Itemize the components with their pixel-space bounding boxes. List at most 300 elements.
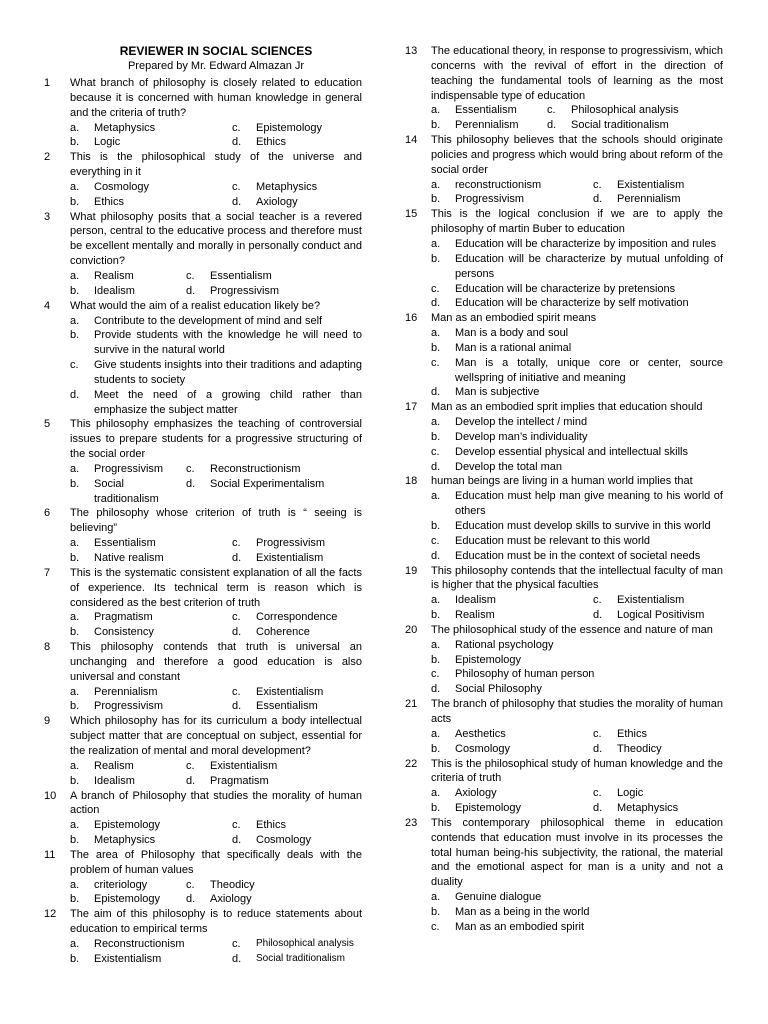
answer-option [70,195,232,210]
answer-option [431,801,593,816]
option-text: Man is subjective [455,386,540,399]
question-stem: The branch of philosophy that studies the morality of human acts [431,698,723,725]
option-text: reconstructionism [455,178,542,191]
option-text: Give students insights into their traditions and adapting students to society [94,359,362,386]
option-letter: c. [232,685,241,698]
option-text: Metaphysics [256,180,318,193]
answer-row [70,610,362,625]
option-letter: c. [186,269,195,282]
answer-option [431,252,723,282]
option-text: Metaphysics [94,834,156,847]
option-text: Pragmatism [94,611,153,624]
option-letter: b. [70,774,80,787]
answer-option [593,727,647,742]
question-stem: This philosophy contends that truth is universal an unchanging and therefore a good education is also universal and constant [70,641,362,683]
option-text: Develop the intellect / mind [455,416,588,429]
answer-option [186,774,269,789]
question-stem: A branch of Philosophy that studies the morality of human action [70,789,362,817]
answer-option [70,551,232,566]
question-number: 17 [405,401,418,414]
option-text: Develop the total man [455,460,563,473]
option-text: Social traditionalism [256,952,345,964]
answer-row [70,685,362,700]
answer-row [70,462,362,477]
answer-option [431,445,723,460]
question-item [44,150,362,209]
option-letter: b. [70,834,80,847]
answer-option [70,759,186,774]
option-text: Education must be in the context of societal needs [455,549,701,562]
question-item [405,623,723,697]
question-number: 10 [44,789,57,802]
question-item [405,44,723,133]
answer-option [70,833,232,848]
right-column [405,0,723,935]
option-text: Essentialism [455,104,517,117]
option-letter: d. [431,297,441,310]
option-letter: c. [431,445,440,458]
option-text: Epistemology [94,893,161,906]
answer-option [186,892,252,907]
answer-option [232,625,310,640]
answer-option [431,905,723,920]
option-text: Logic [617,787,644,800]
question-stem: The philosophical study of the essence and nature of man [431,623,713,636]
option-letter: a. [431,237,441,250]
question-item [44,210,362,299]
option-letter: a. [70,180,80,193]
question-number: 12 [44,908,57,921]
option-letter: a. [70,819,80,832]
answer-option [547,118,669,133]
answer-option [232,685,323,700]
answer-option [431,920,723,935]
option-letter: d. [232,552,242,564]
question-item [405,311,723,400]
option-text: Realism [455,609,495,622]
question-list-right [405,44,723,935]
option-text: Idealism [94,284,135,297]
option-letter: d. [232,195,242,208]
answer-row [70,625,362,640]
answer-option [70,937,232,952]
question-number: 20 [405,623,418,636]
answer-row [70,180,362,195]
option-text: Realism [94,269,134,282]
option-letter: a. [70,878,80,891]
option-text: Contribute to the development of mind and self [94,314,323,327]
answer-option [70,477,186,507]
answer-option [232,818,286,833]
answer-option [431,118,547,133]
question-number: 5 [44,418,51,431]
option-text: Progressivism [94,700,164,713]
option-letter: b. [431,252,441,265]
answer-row [431,192,723,207]
option-letter: c. [232,180,241,193]
question-stem: What branch of philosophy is closely related to education because it is concerned with human knowledge in general and the criteria of truth? [70,77,362,119]
answer-option [70,536,232,551]
answer-option [431,178,593,193]
option-letter: c. [232,537,241,550]
answer-option [431,296,723,311]
question-stem: This philosophy emphasizes the teaching of controversial issues to prepare students for a progressive structuring of the social order [70,418,362,461]
option-letter: a. [431,490,441,503]
answer-option [431,682,723,697]
option-text: Axiology [210,893,252,906]
question-number: 6 [44,507,51,520]
option-text: Perennialism [94,685,158,698]
option-letter: a. [70,685,80,698]
answer-option [593,178,684,193]
option-letter: c. [431,534,440,547]
answer-option [232,551,323,566]
option-text: Metaphysics [617,802,679,815]
question-number: 9 [44,715,51,728]
option-letter: b. [70,626,80,639]
answer-row [70,536,362,551]
answer-option [593,192,681,207]
option-letter: c. [593,727,602,740]
answer-option [232,937,354,952]
option-letter: d. [186,477,196,490]
option-text: Philosophical analysis [571,104,679,117]
option-text: Progressivism [94,462,164,475]
option-letter: a. [431,416,441,429]
answer-option [70,388,362,418]
option-letter: c. [186,759,195,772]
option-letter: c. [593,594,602,607]
answer-option [431,460,723,475]
option-letter: c. [232,819,241,832]
answer-row [70,121,362,136]
option-text: Existentialism [617,594,685,607]
answer-row [70,477,362,507]
option-text: Education will be characterize by self motivation [455,297,689,310]
answer-option [431,549,723,564]
option-letter: c. [593,787,602,800]
answer-option [70,774,186,789]
answer-option [547,103,679,118]
answer-row [70,135,362,150]
option-text: Education must help man give meaning to his world of others [455,490,723,518]
answer-option [70,610,232,625]
option-text: Man as a being in the world [455,905,590,918]
answer-option [431,192,593,207]
option-letter: b. [70,329,80,342]
option-text: Essentialism [256,700,318,713]
answer-row [431,103,723,118]
answer-option [70,180,232,195]
answer-row [70,195,362,210]
option-letter: b. [70,893,80,906]
answer-option [232,699,318,714]
option-letter: b. [431,119,441,132]
answer-row [70,833,362,848]
question-item [44,714,362,788]
answer-option [431,103,547,118]
option-letter: d. [232,136,242,149]
option-letter: b. [431,905,441,918]
option-letter: d. [186,893,196,906]
question-item [44,417,362,506]
question-number: 18 [405,475,418,488]
option-letter: d. [431,386,441,399]
option-text: Develop essential physical and intellectual skills [455,445,688,458]
option-text: Cosmology [256,834,312,847]
option-letter: d. [232,952,242,965]
option-text: Existentialism [210,759,278,772]
answer-option [232,121,322,136]
option-text: Epistemology [455,802,522,815]
option-letter: a. [431,891,441,904]
option-text: criteriology [94,878,148,891]
question-number: 19 [405,564,418,577]
option-text: Progressivism [256,537,326,550]
answer-option [232,833,311,848]
question-number: 21 [405,698,418,711]
answer-option [186,269,272,284]
answer-option [70,135,232,150]
answer-option [232,536,325,551]
option-letter: b. [70,552,80,564]
option-letter: c. [232,611,241,624]
option-text: Man is a totally, unique core or center, source wellspring of initiative and meaning [455,356,723,384]
option-letter: d. [593,802,603,815]
option-letter: a. [70,462,80,475]
option-text: Perennialism [455,119,519,132]
option-text: Man is a rational animal [455,341,572,354]
option-text: Ethics [617,727,647,740]
option-text: Philosophy of human person [455,668,595,681]
answer-option [431,786,593,801]
option-text: Education will be characterize by imposition and rules [455,237,717,250]
question-item [405,474,723,563]
option-letter: b. [431,341,441,354]
answer-option [232,195,298,210]
option-letter: a. [70,537,80,550]
answer-row [431,608,723,623]
question-item [44,506,362,565]
option-letter: d. [593,193,603,206]
question-item [44,907,362,966]
answer-row [70,551,362,566]
option-text: Logical Positivism [617,609,705,622]
answer-row [431,742,723,757]
answer-option [70,269,186,284]
answer-option [70,892,186,907]
answer-option [431,341,723,356]
answer-option [431,593,593,608]
option-letter: a. [431,104,441,117]
page-title: REVIEWER IN SOCIAL SCIENCES [119,44,313,58]
option-letter: a. [431,787,441,800]
question-number: 1 [44,77,51,89]
option-letter: c. [186,462,195,475]
answer-option [232,135,286,150]
option-letter: c. [431,920,440,933]
answer-option [186,759,277,774]
question-stem: This is the systematic consistent explanation of all the facts of experience. Its technical term is reason which is considered as the best criterion of truth [70,566,362,609]
option-letter: c. [186,878,195,891]
option-text: Logic [94,136,121,149]
left-column [44,0,362,967]
question-number: 22 [405,757,418,770]
answer-option [431,890,723,905]
option-letter: a. [431,178,441,191]
question-item [44,299,362,418]
answer-row [70,952,362,967]
answer-option [431,415,723,430]
option-text: Social Experimentalism [210,477,325,490]
page-subtitle: Prepared by Mr. Edward Almazan Jr [127,60,305,72]
question-item [405,697,723,756]
answer-row [70,892,362,907]
answer-option [186,284,279,299]
answer-option [186,878,255,893]
option-letter: a. [70,937,80,950]
option-letter: a. [431,327,441,340]
answer-option [70,284,186,299]
option-letter: b. [70,700,80,713]
question-stem: The educational theory, in response to progressivism, which concerns with the revival of effort in the direction of teaching the fundamental tools of learning as the most indispensable type of education [431,45,723,102]
option-letter: d. [232,626,242,639]
option-letter: b. [70,195,80,208]
question-item [44,566,362,640]
option-letter: d. [186,774,196,787]
answer-row [431,801,723,816]
option-letter: d. [431,683,441,696]
question-stem: Man as an embodied sprit implies that education should [431,401,703,414]
answer-option [70,952,232,967]
option-text: Native realism [94,552,164,564]
option-text: Existentialism [256,552,324,564]
question-stem: Man as an embodied spirit means [431,312,597,325]
answer-option [431,534,723,549]
option-letter: d. [593,609,603,622]
answer-row [70,937,362,952]
option-letter: a. [431,727,441,740]
answer-option [70,358,362,388]
question-item [405,133,723,207]
answer-row [70,774,362,789]
question-number: 16 [405,312,418,325]
option-text: Metaphysics [94,121,156,134]
option-letter: b. [431,193,441,206]
question-stem: This philosophy contends that the intellectual faculty of man is higher that the physical faculties [431,564,723,592]
option-letter: d. [232,834,242,847]
answer-option [431,667,723,682]
question-number: 11 [44,848,56,861]
question-stem: Which philosophy has for its curriculum a body intellectual subject matter that are conceptual on subject, essential for the realization of mental and moral development? [70,715,362,757]
option-letter: c. [593,178,602,191]
answer-option [431,727,593,742]
answer-option [431,356,723,386]
option-text: Philosophical analysis [256,937,354,949]
option-letter: a. [70,314,80,327]
option-text: Idealism [455,594,496,607]
answer-option [70,625,232,640]
option-text: Epistemology [455,653,522,666]
answer-option [431,282,723,297]
answer-option [70,462,186,477]
question-item [44,848,362,907]
question-stem: human beings are living in a human world implies that [431,475,693,488]
option-text: Aesthetics [455,727,506,740]
question-number: 2 [44,151,51,164]
option-text: Existentialism [256,685,324,698]
question-stem: This is the logical conclusion if we are to apply the philosophy of martin Buber to education [431,208,723,236]
option-letter: b. [70,952,80,965]
question-item [405,207,723,311]
option-letter: d. [431,549,441,562]
question-number: 8 [44,641,51,654]
option-text: Perennialism [617,193,681,206]
option-letter: d. [547,119,557,132]
option-text: Existentialism [94,952,162,965]
option-text: Social traditionalism [571,119,669,132]
option-letter: d. [232,700,242,713]
option-letter: b. [70,136,80,149]
answer-option [593,801,678,816]
option-letter: b. [431,802,441,815]
option-text: Education will be characterize by mutual unfolding of persons [455,252,723,280]
question-stem: The philosophy whose criterion of truth is “ seeing is believing” [70,507,362,535]
question-stem: This philosophy believes that the schools should originate policies and progress which would bring about reform of the social order [431,134,723,176]
option-letter: d. [431,460,441,473]
answer-option [431,638,723,653]
option-letter: a. [70,611,80,624]
answer-row [70,284,362,299]
option-letter: a. [70,121,80,134]
option-letter: b. [431,653,441,666]
question-stem: This is the philosophical study of the universe and everything in it [70,151,362,179]
answer-option [70,314,362,329]
question-item [44,640,362,714]
option-text: Education must develop skills to survive in this world [455,520,711,532]
option-text: Axiology [455,787,497,800]
option-letter: c. [70,359,79,372]
option-text: Ethics [94,195,124,208]
question-number: 4 [44,299,51,312]
option-letter: a. [431,594,441,607]
option-letter: c. [431,356,440,369]
option-text: Consistency [94,626,154,639]
option-letter: b. [70,284,80,297]
answer-option [232,952,345,967]
question-item [405,400,723,474]
option-text: Pragmatism [210,774,269,787]
question-item [44,76,362,150]
option-letter: d. [593,742,603,755]
question-stem: What philosophy posits that a social teacher is a revered person, central to the educative process and therefore must be excellent mentally and morally in personally conduct and conviction? [70,210,362,268]
option-text: Essentialism [210,269,272,282]
answer-option [70,685,232,700]
answer-option [232,610,337,625]
option-letter: c. [431,668,440,681]
answer-row [431,178,723,193]
answer-row [70,759,362,774]
option-text: Theodicy [210,878,255,891]
option-letter: c. [547,104,556,117]
option-letter: d. [70,388,80,401]
answer-option [593,608,704,623]
answer-option [431,653,723,668]
question-list-left [44,76,362,967]
option-text: Axiology [256,195,298,208]
question-number: 7 [44,566,51,579]
question-stem: What would the aim of a realist education likely be? [70,299,321,312]
